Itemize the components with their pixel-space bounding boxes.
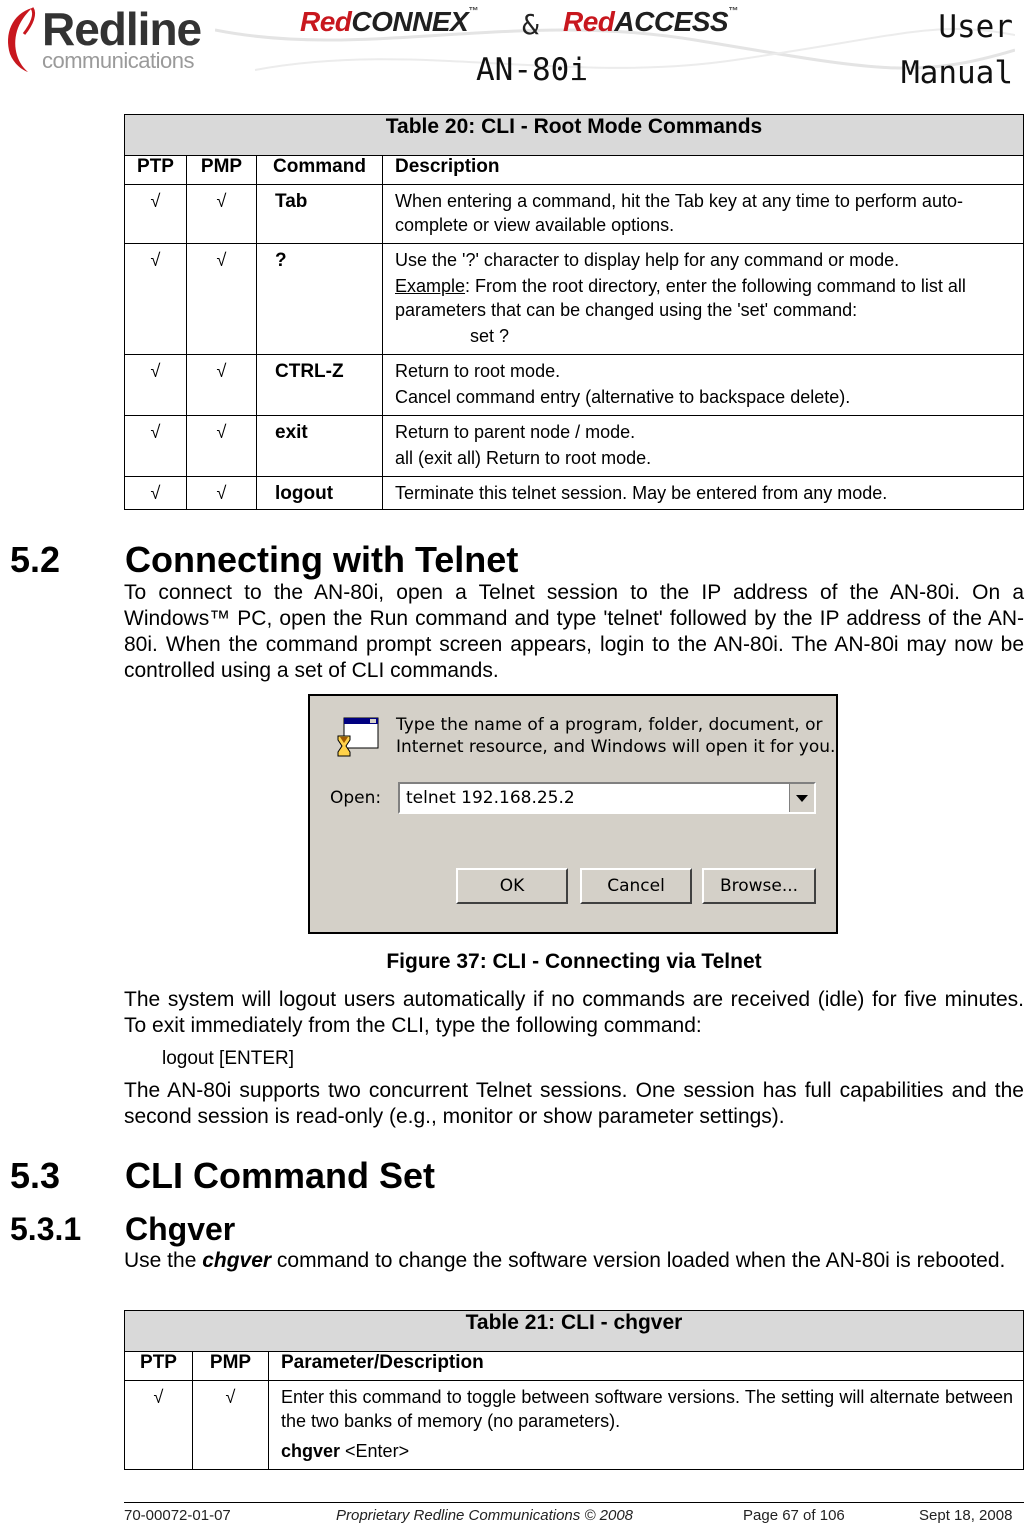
example-command: set ? <box>470 326 510 346</box>
paragraph-text: Use the <box>124 1249 203 1272</box>
footer-proprietary: Proprietary Redline Communications © 2008 <box>336 1507 634 1524</box>
description-text: Enter this command to toggle between software versions. The setting will alternate between the two banks of memory (no parameters). <box>281 1387 1013 1431</box>
open-input-value: telnet 192.168.25.2 <box>406 788 575 808</box>
subsection-heading <box>10 1211 235 1248</box>
footer-page: Page 67 of 106 <box>743 1507 845 1524</box>
ptp-check: √ <box>125 185 187 244</box>
ptp-check: √ <box>125 244 187 355</box>
brand2-tm: ™ <box>728 6 738 17</box>
section-title: Connecting with Telnet <box>125 539 519 580</box>
redline-swirl-icon <box>2 4 42 74</box>
model-name: AN-80i <box>476 52 588 88</box>
table-row <box>125 477 1024 510</box>
redline-logo <box>2 4 212 74</box>
paragraph: The AN-80i supports two concurrent Telnet sessions. One session has full capabilities and the second session is read-only (e.g., monitor or show parameter settings). <box>124 1079 1024 1128</box>
command-syntax <box>281 1439 1013 1463</box>
run-dialog-figure <box>308 694 838 934</box>
redaccess-brand <box>563 6 738 38</box>
brand1-tm: ™ <box>468 6 478 17</box>
cancel-button[interactable]: Cancel <box>580 868 692 904</box>
redconnex-brand <box>300 6 478 38</box>
pmp-check: √ <box>187 416 257 477</box>
description-text: Use the '?' character to display help for any command or mode. <box>395 250 900 270</box>
table-caption: Table 21: CLI - chgver <box>125 1311 1024 1352</box>
description-example <box>395 274 1013 322</box>
table-root-mode-commands <box>124 114 1024 510</box>
brand2-red-text: Red <box>563 6 615 37</box>
description-cell <box>383 185 1024 244</box>
manual-title-line2: Manual <box>901 55 1013 91</box>
logo-subtitle: communications <box>42 48 194 73</box>
description-cell: Terminate this telnet session. May be entered from any mode. <box>383 477 1024 510</box>
footer-divider <box>124 1502 1024 1503</box>
description-text: all (exit all) Return to root mode. <box>395 448 652 468</box>
pmp-check: √ <box>187 477 257 510</box>
ptp-check: √ <box>125 1381 193 1470</box>
page-header <box>0 0 1025 100</box>
table-row <box>125 416 1024 477</box>
column-header: Description <box>383 156 1024 185</box>
logo-wordmark: Redline <box>42 3 202 55</box>
section-number: 5.2 <box>10 539 61 580</box>
browse-button[interactable]: Browse... <box>702 868 816 904</box>
section-heading <box>10 1155 435 1197</box>
open-label: Open: <box>330 788 382 808</box>
column-header: PMP <box>193 1352 269 1381</box>
subsection-title: Chgver <box>125 1211 236 1247</box>
table-row <box>125 355 1024 416</box>
description-cell <box>383 244 1024 355</box>
description-cell <box>383 416 1024 477</box>
command-name: chgver <box>281 1441 341 1461</box>
table-caption: Table 20: CLI - Root Mode Commands <box>125 115 1024 156</box>
brand2-black-text: ACCESS <box>614 6 729 37</box>
brand-ampersand: & <box>522 8 539 41</box>
brand1-black-text: CONNEX <box>351 6 469 37</box>
ptp-check: √ <box>125 355 187 416</box>
figure-caption: Figure 37: CLI - Connecting via Telnet <box>386 950 762 973</box>
description-cell <box>269 1381 1024 1470</box>
dialog-text-line2: Internet resource, and Windows will open it for you. <box>396 737 836 757</box>
table-chgver <box>124 1310 1024 1470</box>
table-row <box>125 244 1024 355</box>
paragraph: To connect to the AN-80i, open a Telnet session to the IP address of the AN-80i. On a Windows™ PC, open the Run command and type 'telnet' followed by the IP address of the AN-80i. When the command prompt screen appears, login to the AN-80i. The AN-80i may now be controlled using a set of CLI commands. <box>124 581 1024 682</box>
command-cell: logout <box>257 477 383 510</box>
footer-date: Sept 18, 2008 <box>919 1507 1013 1524</box>
table-row <box>125 1381 1024 1470</box>
open-input[interactable] <box>398 782 816 814</box>
brand1-red-text: Red <box>300 6 352 37</box>
pmp-check: √ <box>187 244 257 355</box>
command-cell: CTRL-Z <box>257 355 383 416</box>
command-cell: Tab <box>257 185 383 244</box>
ptp-check: √ <box>125 477 187 510</box>
description-text: Return to root mode. <box>395 361 561 381</box>
ptp-check: √ <box>125 416 187 477</box>
description-cell <box>383 355 1024 416</box>
dialog-text-line1: Type the name of a program, folder, document, or <box>396 715 823 735</box>
pmp-check: √ <box>193 1381 269 1470</box>
command-cell: exit <box>257 416 383 477</box>
paragraph-text: command to change the software version loaded when the AN-80i is rebooted. <box>271 1249 1006 1272</box>
column-header: Command <box>257 156 383 185</box>
section-heading <box>10 539 518 581</box>
run-program-icon <box>334 716 380 762</box>
pmp-check: √ <box>187 355 257 416</box>
example-label: Example <box>395 276 466 296</box>
paragraph: The system will logout users automatically if no commands are received (idle) for five minutes. To exit immediately from the CLI, type the following command: <box>124 988 1024 1037</box>
footer-docnum: 70-00072-01-07 <box>124 1507 231 1524</box>
dialog-instructions <box>396 714 835 758</box>
table-row <box>125 185 1024 244</box>
column-header: Parameter/Description <box>269 1352 1024 1381</box>
manual-title <box>901 4 1013 96</box>
section-number: 5.3 <box>10 1155 61 1196</box>
ok-button[interactable]: OK <box>456 868 568 904</box>
description-text: Return to parent node / mode. <box>395 422 636 442</box>
code-line: logout [ENTER] <box>162 1048 294 1069</box>
subsection-number: 5.3.1 <box>10 1211 82 1247</box>
pmp-check: √ <box>187 185 257 244</box>
example-text: : From the root directory, enter the following command to list all parameters that can be changed using the 'set' command: <box>395 276 966 320</box>
command-name: chgver <box>202 1249 272 1272</box>
column-header: PTP <box>125 156 187 185</box>
manual-title-line1: User <box>938 9 1013 45</box>
description-text: Cancel command entry (alternative to backspace delete). <box>395 387 851 407</box>
dropdown-arrow-icon[interactable] <box>789 784 814 812</box>
command-args: <Enter> <box>340 1441 410 1461</box>
description-text: When entering a command, hit the Tab key at any time to perform auto-complete or view available options. <box>395 191 963 235</box>
command-cell: ? <box>257 244 383 355</box>
paragraph <box>124 1248 1024 1274</box>
column-header: PTP <box>125 1352 193 1381</box>
section-title: CLI Command Set <box>125 1155 436 1196</box>
column-header: PMP <box>187 156 257 185</box>
